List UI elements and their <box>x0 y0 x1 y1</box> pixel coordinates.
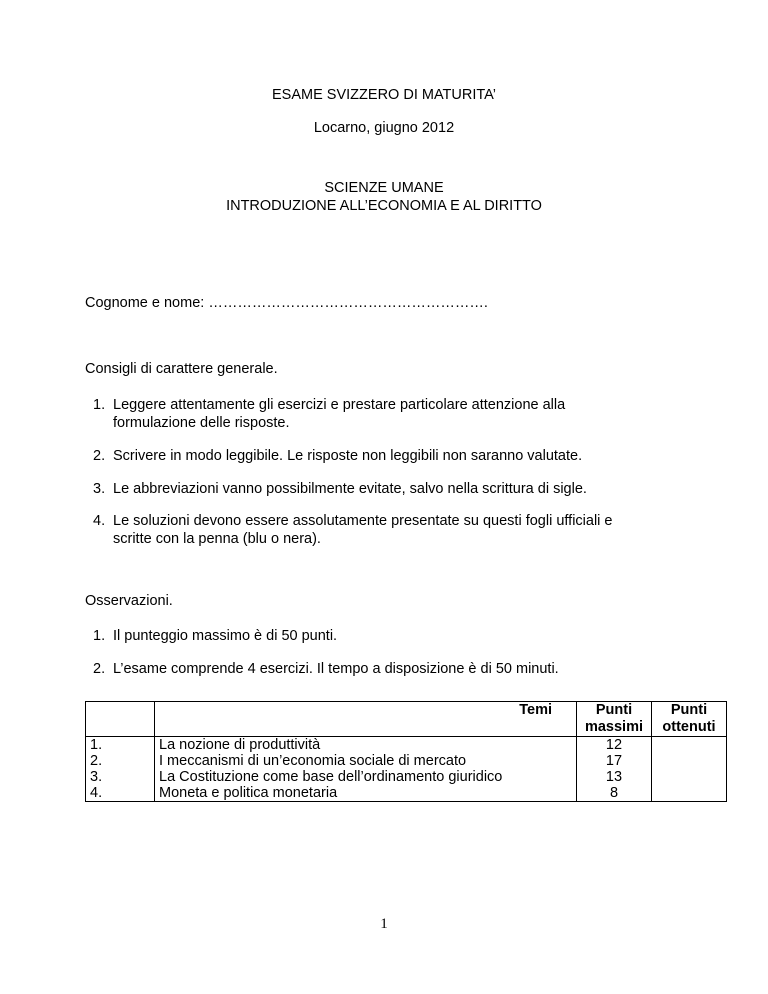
name-field-label: Cognome e nome: …………………………………………………. <box>85 295 488 311</box>
advice-heading: Consigli di carattere generale. <box>85 361 278 377</box>
theme-name: La Costituzione come base dell’ordinamento giuridico <box>159 769 503 785</box>
obtained-points-field[interactable] <box>656 785 722 801</box>
theme-name: La nozione di produttività <box>159 737 321 753</box>
advice-item-3 <box>93 480 673 498</box>
themes-header: Temi <box>519 702 552 718</box>
advice-item-2 <box>93 447 673 465</box>
list-number: 2. <box>93 661 106 677</box>
obtained-points-column[interactable] <box>652 737 727 802</box>
header-cell-max-points <box>577 702 652 737</box>
max-points-value: 13 <box>605 769 623 785</box>
max-points-column <box>577 737 652 802</box>
max-points-header-2: massimi <box>584 719 644 735</box>
max-points-value: 17 <box>605 753 623 769</box>
max-points-value: 12 <box>605 737 623 753</box>
list-number: 3. <box>93 481 106 497</box>
obtained-points-field[interactable] <box>656 737 722 753</box>
row-number: 4. <box>90 785 103 801</box>
list-number: 1. <box>93 628 106 644</box>
obtained-points-header-1: Punti <box>670 702 708 718</box>
list-number: 1. <box>93 397 106 413</box>
theme-name: Moneta e politica monetaria <box>159 785 338 801</box>
advice-item-text-cont: scritte con la penna (blu o nera). <box>113 531 321 547</box>
obtained-points-field[interactable] <box>656 753 722 769</box>
number-column <box>86 737 155 802</box>
advice-item-text: Le abbreviazioni vanno possibilmente evitate, salvo nella scrittura di sigle. <box>113 481 587 497</box>
advice-item-text: Scrivere in modo leggibile. Le risposte non leggibili non saranno valutate. <box>113 448 583 464</box>
page-number: 1 <box>380 916 388 932</box>
row-number: 1. <box>90 737 103 753</box>
table-header-row <box>86 702 727 737</box>
themes-column <box>155 737 577 802</box>
row-number: 2. <box>90 753 103 769</box>
advice-item-text-cont: formulazione delle risposte. <box>113 415 290 431</box>
obtained-points-header-2: ottenuti <box>662 719 716 735</box>
advice-item-text: Le soluzioni devono essere assolutamente presentate su questi fogli ufficiali e <box>113 513 613 529</box>
max-points-header-1: Punti <box>595 702 633 718</box>
list-number: 4. <box>93 513 106 529</box>
advice-item-4 <box>93 512 673 548</box>
exam-title: ESAME SVIZZERO DI MATURITA’ <box>272 87 496 103</box>
header-cell-number <box>86 702 155 737</box>
row-number: 3. <box>90 769 103 785</box>
observation-item-text: L’esame comprende 4 esercizi. Il tempo a disposizione è di 50 minuti. <box>113 661 559 677</box>
subject-line-1: SCIENZE UMANE <box>324 180 444 196</box>
observation-item-text: Il punteggio massimo è di 50 punti. <box>113 628 338 644</box>
subject-line-2: INTRODUZIONE ALL’ECONOMIA E AL DIRITTO <box>226 198 542 214</box>
observations-heading: Osservazioni. <box>85 593 173 609</box>
themes-table <box>85 701 727 802</box>
place-date: Locarno, giugno 2012 <box>313 120 455 136</box>
observation-item-2 <box>93 660 673 678</box>
list-number: 2. <box>93 448 106 464</box>
header-cell-themes <box>155 702 577 737</box>
max-points-value: 8 <box>609 785 619 801</box>
advice-item-1 <box>93 396 673 432</box>
header-cell-obtained-points <box>652 702 727 737</box>
obtained-points-field[interactable] <box>656 769 722 785</box>
table-body-row <box>86 737 727 802</box>
theme-name: I meccanismi di un’economia sociale di mercato <box>159 753 467 769</box>
advice-item-text: Leggere attentamente gli esercizi e prestare particolare attenzione alla <box>113 397 566 413</box>
observation-item-1 <box>93 627 673 645</box>
